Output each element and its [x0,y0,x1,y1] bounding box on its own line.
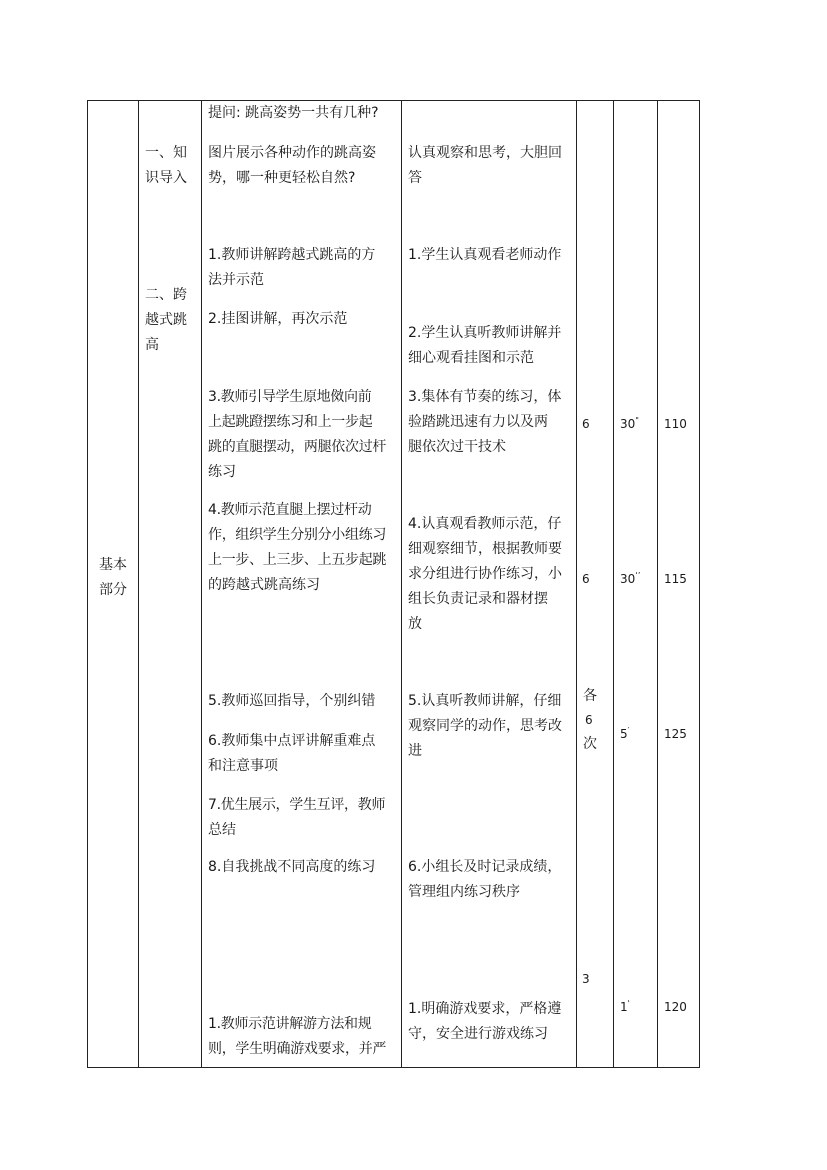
teacher-step6-line2: 和注意事项 [208,758,278,774]
student-step3-line2: 验踏跳迅速有力以及两 [408,414,548,430]
time-row4-value: 1 [620,1000,628,1014]
column-divider [657,101,658,1067]
teacher-step4-line3: 上一步、上三步、上五步起跳 [208,552,387,568]
lesson-plan-table [87,100,700,1068]
student-step4-line1: 4.认真观看教师示范，仔 [408,516,562,532]
column-divider [401,101,402,1067]
student-step5-line2: 观察同学的动作，思考改 [408,718,562,734]
teacher-step6-line1: 6.教师集中点评讲解重难点 [208,733,376,749]
student-step6-line1: 6.小组长及时记录成绩， [408,859,562,875]
stage-intro-line2: 识导入 [145,170,187,186]
teacher-step7-line2: 总结 [208,822,236,838]
time-row3-unit: ′ [627,726,630,735]
student-step4-line4: 组长负责记录和器材摆 [408,591,548,607]
student-step5-line1: 5.认真听教师讲解，仔细 [408,693,562,709]
teacher-step3-line1: 3.教师引导学生原地傚向前 [208,389,372,405]
teacher-game-line1: 1.教师示范讲解游方法和规 [208,1016,372,1032]
time-row2 [620,567,640,591]
teacher-picture-line1: 图片展示各种动作的跳高姿 [208,145,376,161]
column-divider [576,101,577,1067]
teacher-step1-line2: 法并示范 [208,272,264,288]
teacher-step3-line4: 练习 [208,464,236,480]
teacher-step3-line2: 上起跳蹬摆练习和上一步起 [208,414,373,430]
time-row1-value: 30 [620,417,636,431]
heart-rate-row3: 125 [664,727,687,741]
heart-rate-row2: 115 [664,572,687,586]
teacher-step3-line3: 跳的直腿摆动，两腿依次过杆 [208,439,387,455]
student-game-line2: 守，安全进行游戏练习 [408,1026,548,1042]
student-step6-line2: 管理组内练习秩序 [408,884,520,900]
time-row4-unit: ' [627,999,630,1008]
student-game-line1: 1.明确游戏要求，严格遵 [408,1001,562,1017]
section-label-line2: 部分 [99,582,127,598]
student-intro-line2: 答 [408,170,422,186]
time-row2-value: 30 [620,572,636,586]
teacher-step5: 5.教师巡回指导，个别纠错 [208,693,376,709]
teacher-step1-line1: 1.教师讲解跨越式跳高的方 [208,247,376,263]
time-row4 [620,995,630,1019]
student-step2-line1: 2.学生认真听教师讲解并 [408,325,562,341]
column-divider [613,101,614,1067]
column-divider [138,101,139,1067]
student-step2-line2: 细心观看挂图和示范 [408,350,534,366]
student-step1: 1.学生认真观看老师动作 [408,247,562,263]
count-row3-line2: 6 [585,713,593,727]
time-row2-unit: ‘’ [635,571,641,580]
heart-rate-row4: 120 [664,1000,687,1014]
teacher-step8: 8.自我挑战不同高度的练习 [208,859,376,875]
student-step3-line1: 3.集体有节奏的练习，体 [408,389,562,405]
count-row3-line3: 次 [583,736,597,752]
count-row3-line1: 各 [583,688,597,704]
teacher-step4-line4: 的跨越式跳高练习 [208,577,320,593]
count-row2: 6 [582,572,590,586]
teacher-step4-line2: 作，组织学生分别分小组练习 [208,527,387,543]
student-step4-line2: 细观察细节，根据教师要 [408,541,562,557]
stage-kuayue-line3: 高 [145,337,159,353]
teacher-question: 提问: 跳高姿势一共有几种? [208,105,379,121]
count-row1: 6 [582,417,590,431]
heart-rate-row1: 110 [664,417,687,431]
column-divider [201,101,202,1067]
teacher-picture-line2: 势，哪一种更轻松自然? [208,170,356,186]
student-step4-line5: 放 [408,616,422,632]
time-row3-value: 5 [620,727,628,741]
teacher-step4-line1: 4.教师示范直腿上摆过杆动 [208,502,372,518]
time-row1 [620,412,639,436]
student-step5-line3: 进 [408,743,422,759]
time-row1-unit: " [635,416,639,425]
teacher-step2: 2.挂图讲解，再次示范 [208,311,348,327]
stage-kuayue-line2: 越式跳 [145,312,187,328]
student-intro-line1: 认真观察和思考，大胆回 [408,145,562,161]
student-step3-line3: 腿依次过干技术 [408,439,506,455]
stage-intro-line1: 一、知 [145,145,187,161]
time-row3 [620,722,629,746]
stage-kuayue-line1: 二、跨 [145,287,187,303]
count-row4: 3 [582,972,590,986]
section-label-line1: 基本 [99,557,127,573]
teacher-step7-line1: 7.优生展示，学生互评，教师 [208,797,386,813]
student-step4-line3: 求分组进行协作练习，小 [408,566,562,582]
teacher-game-line2: 则，学生明确游戏要求，并严 [208,1041,387,1057]
